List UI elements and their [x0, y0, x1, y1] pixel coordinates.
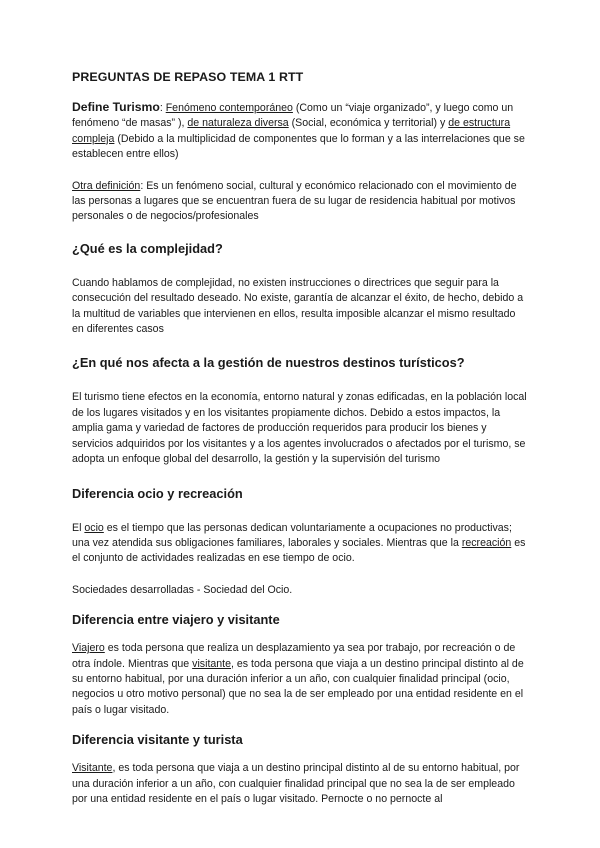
visitante-turista-paragraph	[72, 761, 528, 807]
otra-definicion-paragraph	[72, 179, 528, 225]
ocio-recreacion-paragraph	[72, 521, 528, 567]
heading-ocio-recreacion: Diferencia ocio y recreación	[72, 485, 243, 501]
text-run: (Debido a la multiplicidad de componentes que lo forman y a las interrelaciones que se establecen entre ellos)	[72, 132, 525, 161]
term-naturaleza-diversa: de naturaleza diversa	[187, 117, 289, 130]
heading-viajero-visitante: Diferencia entre viajero y visitante	[72, 612, 280, 628]
text-run: El	[72, 521, 85, 534]
gestion-destinos-paragraph: El turismo tiene efectos en la economía, entorno natural y zonas edificadas, en la población local de los lugares visitados y en los visitantes propiamente dichos. Debido a estos impactos, la amplia gama y variedad de factores de producción requeridos para producir los bienes y servicios adquiridos por los visitantes y a los agentes involucrados o afectados por el turismo, se adopta un enfoque global del desarrollo, la gestión y la supervisión del turismo	[72, 391, 527, 466]
complejidad-paragraph: Cuando hablamos de complejidad, no existen instrucciones o directrices que seguir para la consecución del resultado deseado. No existe, garantía de alcanzar el éxito, de hecho, debido a la multitud de variables que intervienen en ellos, resulta imposible alcanzar el mismo resultado en diferentes casos	[72, 276, 524, 336]
term-fenomeno-contemporaneo: Fenómeno contemporáneo	[165, 102, 293, 114]
text-run: : Es un fenómeno social, cultural y económico relacionado con el movimiento de las personas a lugares que se encuentran fuera de su lugar de residencia habitual por motivos personales o de negocios/profesionales	[72, 179, 517, 223]
text-run: es el tiempo que las personas dedican voluntariamente a ocupaciones no productivas; una vez atendida sus obligaciones familiares, laborales y sociales. Mientras que la	[72, 521, 512, 549]
document-page	[72, 70, 528, 807]
define-turismo-label: Define Turismo	[72, 100, 160, 114]
heading-visitante-turista: Diferencia visitante y turista	[72, 732, 243, 748]
document-title: PREGUNTAS DE REPASO TEMA 1 RTT	[72, 70, 304, 84]
text-run: es el conjunto de actividades realizadas en ese tiempo de ocio.	[72, 536, 526, 565]
text-run: , es toda persona que viaja a un destino principal distinto al de su entorno habitual, por una duración inferior a un año, con cualquier finalidad principal (ocio, negocios u otro motivo personal) que no sea la de ser empleado por una entidad residente en el país o lugar visitado.	[72, 657, 524, 716]
heading-complejidad: ¿Qué es la complejidad?	[72, 240, 223, 256]
sociedades-note: Sociedades desarrolladas - Sociedad del Ocio.	[72, 583, 293, 596]
term-visitante: visitante	[192, 657, 232, 670]
turismo-definition	[72, 100, 528, 163]
term-ocio: ocio	[84, 521, 104, 534]
term-otra-definicion: Otra definición	[72, 179, 141, 192]
heading-gestion-destinos: ¿En qué nos afecta a la gestión de nuestros destinos turísticos?	[72, 355, 465, 371]
term-viajero: Viajero	[72, 642, 105, 655]
term-estructura-compleja: de estructura compleja	[72, 117, 511, 145]
text-run: :	[159, 102, 166, 114]
text-run: (Social, económica y territorial) y	[288, 117, 449, 130]
viajero-visitante-paragraph	[72, 641, 528, 718]
text-run: (Como un “viaje organizado”, y luego como un fenómeno “de masas” ),	[72, 102, 514, 130]
term-recreacion: recreación	[461, 536, 512, 549]
text-run: , es toda persona que viaja a un destino principal distinto al de su entorno habitual, por una duración inferior a un año, con cualquier finalidad principal que no sea la de ser empleado por una entidad residente en el país o lugar visitado. Pernocte o no pernocte al	[72, 762, 520, 805]
term-visitante-2: Visitante	[72, 762, 113, 775]
text-run: es toda persona que realiza un desplazamiento ya sea por trabajo, por recreación o de otra índole. Mientras que	[72, 642, 516, 670]
